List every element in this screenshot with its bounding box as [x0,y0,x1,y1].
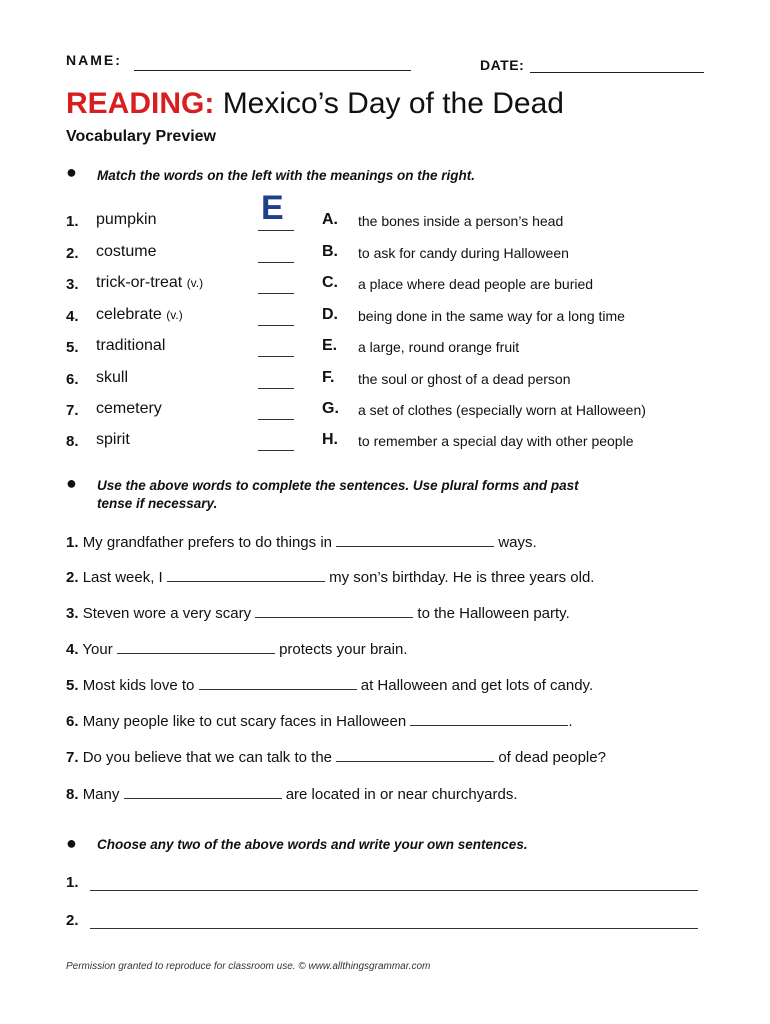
vocab-word [96,274,203,292]
sentence-before: Do you believe that we can talk to the [82,749,337,766]
sentence-after: of dead people? [494,749,606,766]
vocab-word-text: traditional [96,337,166,354]
sentence-before: Many people like to cut scary faces in Halloween [82,713,411,730]
vocab-row [66,369,706,393]
own-sentence-number: 2. [66,912,79,929]
sentence-after: to the Halloween party. [413,605,570,622]
sentence-row [66,603,726,622]
vocab-row [66,400,706,424]
vocab-row [66,189,706,235]
sentence-before: Most kids love to [82,677,199,694]
handwritten-answer: E [261,189,284,227]
vocab-word [96,337,165,355]
section1-instruction: Match the words on the left with the meanings on the right. [97,168,476,183]
sentence-row [66,567,726,586]
vocab-number: 6. [66,371,79,388]
vocab-word [96,400,162,418]
sentence-before: Last week, I [82,569,167,586]
bullet-icon: ● [66,833,77,853]
sentence-number: 4. [66,641,79,658]
sentence-after: at Halloween and get lots of candy. [356,677,594,694]
vocab-row [66,431,706,455]
sentence-row [66,675,726,694]
bullet-icon: ● [66,162,77,182]
definition-text: a large, round orange fruit [358,339,520,355]
date-field[interactable] [530,72,704,73]
definition-text: to remember a special day with other people [358,433,634,449]
sentence-before: Many [82,786,124,803]
vocab-word-text: spirit [96,431,130,448]
section2-instruction [97,477,579,513]
sentence-blank[interactable] [255,603,413,618]
vocab-row [66,243,706,267]
definition-text: a set of clothes (especially worn at Halloween) [358,402,646,418]
answer-blank[interactable] [258,243,294,263]
vocab-part-of-speech: (v.) [166,308,183,322]
own-sentence-line[interactable] [90,874,698,891]
definition-letter: H. [322,431,338,448]
section3-instruction: Choose any two of the above words and write your own sentences. [97,837,528,852]
sentence-blank[interactable] [117,639,275,654]
answer-blank[interactable] [258,306,294,326]
definition-text: a place where dead people are buried [358,276,594,292]
vocab-word [96,211,156,229]
sentence-number: 5. [66,677,79,694]
sentence-after: are located in or near churchyards. [281,786,518,803]
vocab-word [96,369,128,387]
vocab-word-text: pumpkin [96,211,157,228]
vocab-number: 4. [66,308,79,325]
sentence-number: 7. [66,749,79,766]
sentence-after: protects your brain. [274,641,408,658]
definition-letter: A. [322,211,338,228]
answer-blank[interactable] [258,431,294,451]
own-sentence-row [66,874,698,896]
vocab-word-text: costume [96,243,157,260]
own-sentence-line[interactable] [90,912,698,929]
vocab-number: 3. [66,276,79,293]
answer-blank[interactable] [258,400,294,420]
sentence-row [66,639,726,658]
sentence-before: Your [82,641,117,658]
vocab-number: 5. [66,339,79,356]
answer-blank[interactable] [258,369,294,389]
vocab-row [66,337,706,361]
sentence-row [66,784,726,803]
bullet-icon: ● [66,473,77,493]
own-sentence-row [66,912,698,934]
definition-letter: G. [322,400,339,417]
vocab-word-text: celebrate [96,306,162,323]
definition-letter: F. [322,369,335,386]
sentence-after: ways. [494,534,537,551]
definition-letter: E. [322,337,338,354]
vocab-row [66,306,706,330]
definition-text: the soul or ghost of a dead person [358,371,571,387]
vocab-word-text: trick-or-treat [96,274,183,291]
name-label: NAME: [66,52,122,68]
answer-blank[interactable] [258,337,294,357]
section2-instruction-line1: Use the above words to complete the sentences. Use plural forms and past [97,478,579,493]
vocab-word [96,431,130,449]
definition-letter: B. [322,243,338,260]
sentence-blank[interactable] [124,784,282,799]
vocab-word [96,306,183,324]
subtitle: Vocabulary Preview [66,128,216,145]
sentence-blank[interactable] [410,711,568,726]
vocab-word-text: cemetery [96,400,162,417]
sentence-blank[interactable] [336,747,494,762]
section2-instruction-line2: tense if necessary. [97,496,218,511]
title-rest: Mexico’s Day of the Dead [222,87,564,120]
sentence-before: Steven wore a very scary [82,605,256,622]
vocab-number: 7. [66,402,79,419]
vocab-number: 2. [66,245,79,262]
sentence-after: . [568,713,573,730]
definition-letter: D. [322,306,338,323]
definition-text: being done in the same way for a long time [358,308,625,324]
sentence-before: My grandfather prefers to do things in [82,534,337,551]
sentence-number: 3. [66,605,79,622]
title-prefix: READING: [66,87,215,120]
definition-text: the bones inside a person’s head [358,213,564,229]
definition-letter: C. [322,274,338,291]
sentence-blank[interactable] [336,532,494,547]
sentence-row [66,747,726,766]
sentence-number: 8. [66,786,79,803]
sentence-number: 2. [66,569,79,586]
sentence-blank[interactable] [199,675,357,690]
sentence-blank[interactable] [167,567,325,582]
sentence-row [66,711,726,730]
vocab-row [66,274,706,298]
vocab-word [96,243,156,261]
vocab-part-of-speech: (v.) [186,276,204,290]
vocab-word-text: skull [96,369,129,386]
definition-text: to ask for candy during Halloween [358,245,569,261]
date-label: DATE: [480,57,525,73]
name-field[interactable] [134,70,411,71]
vocab-number: 8. [66,433,79,450]
page-title [66,87,564,121]
sentence-row [66,532,726,551]
own-sentence-number: 1. [66,874,79,891]
vocab-number: 1. [66,213,79,230]
sentence-number: 6. [66,713,79,730]
answer-blank[interactable] [258,274,294,294]
sentence-number: 1. [66,534,79,551]
footer-text: Permission granted to reproduce for classroom use. © www.allthingsgrammar.com [66,961,431,972]
sentence-after: my son’s birthday. He is three years old. [324,569,595,586]
